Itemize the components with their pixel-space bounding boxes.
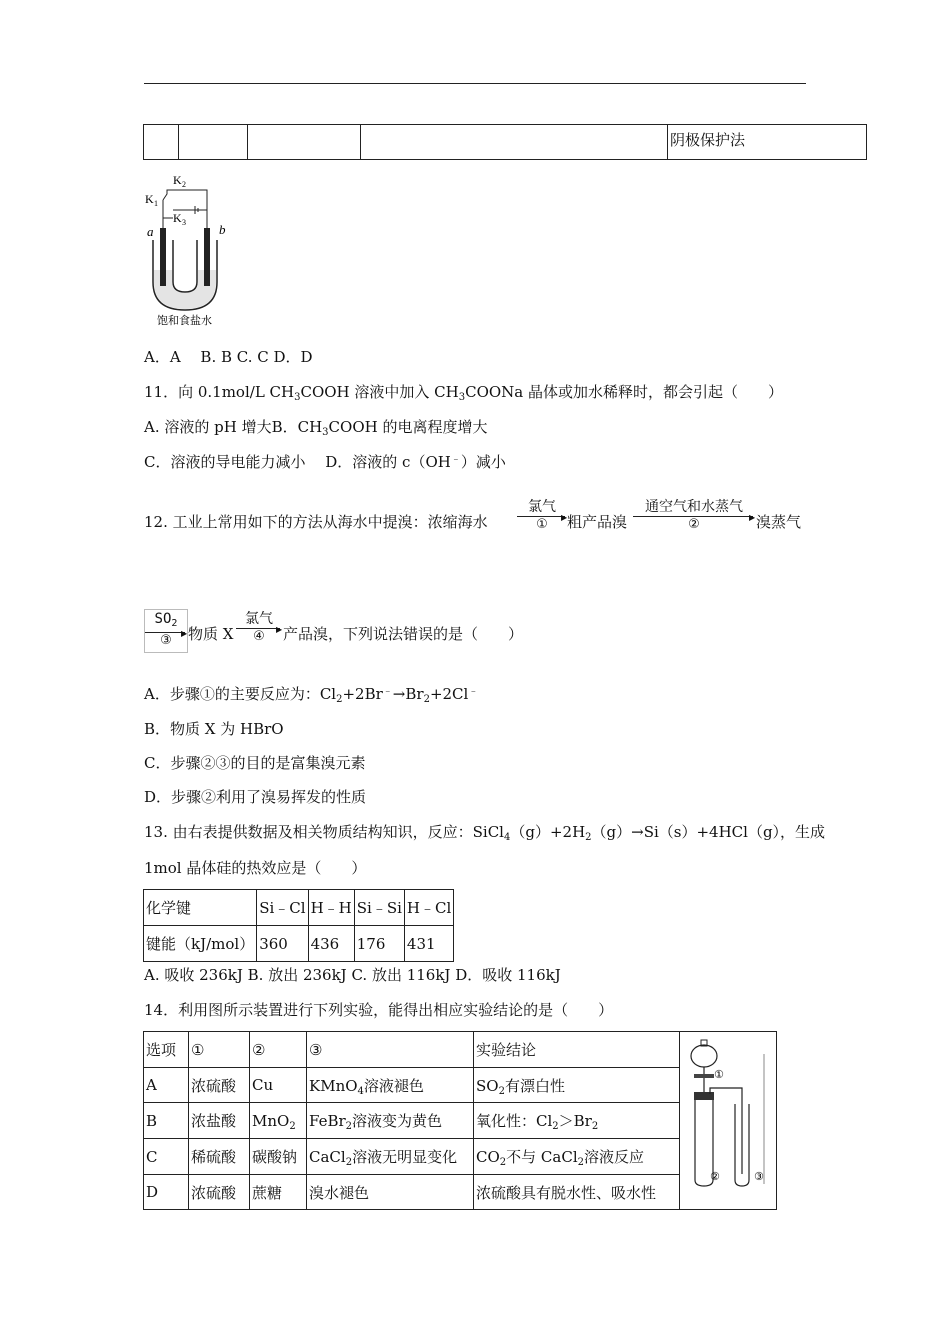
electrode-b-label: b <box>219 222 226 237</box>
gas-apparatus-diagram <box>680 1034 776 1204</box>
diagram-caption: 饱和食盐水 <box>157 314 212 327</box>
table-row: A 浓硫酸 Cu KMnO$_4$溶液褪色 $SO_2$有漂白性 <box>144 1068 777 1103</box>
table-cell: 176 <box>354 926 404 962</box>
label-2: ② <box>710 1169 720 1183</box>
arrow-step3: $SO_2$ ▶ ③ <box>144 609 188 653</box>
table-header: H﹣Cl <box>404 890 453 926</box>
k3-label: K <box>173 211 182 225</box>
q14-stem: 14．利用图所示装置进行下列实验，能得出相应实验结论的是（ ） <box>144 1001 614 1019</box>
q11-stem: 11．向 0.1mol/L $CH_3COOH$ 溶液中加入 $CH_3COONa$ 晶体或加水稀释时，都会引起（ ） <box>144 383 784 403</box>
table-header: H﹣H <box>308 890 354 926</box>
table-cell: 360 <box>257 926 308 962</box>
q11-options-ab: A. 溶液的 pH 增大B．$CH_3COOH$ 的电离程度增大 <box>144 418 488 438</box>
q13-options: A. 吸收 236kJ B. 放出 236kJ C. 放出 116kJ D．吸收 116kJ <box>144 966 561 984</box>
q12-option-b: B．物质 X 为 HBrO <box>144 720 284 738</box>
table-header: ③ <box>307 1032 474 1068</box>
q12-option-a: A．步骤①的主要反应为：$Cl_2+2Br^﹣\to Br_2+2Cl^﹣$ <box>144 685 479 705</box>
table-cell <box>361 125 668 160</box>
svg-text:3: 3 <box>182 218 186 227</box>
q11-options-cd: C．溶液的导电能力减小 D．溶液的 c（OH﹣）减小 <box>144 453 506 471</box>
table-row: C 稀硫酸 碳酸钠 CaCl$_2$溶液无明显变化 $CO_2$不与 CaCl$_2$溶液反应 <box>144 1139 777 1175</box>
bond-energy-table <box>143 889 454 962</box>
table-header: ② <box>250 1032 307 1068</box>
table-header: 选项 <box>144 1032 189 1068</box>
label-3: ③ <box>754 1169 764 1183</box>
bromine-vapor: 溴蒸气 <box>756 513 802 531</box>
q12-option-c: C．步骤②③的目的是富集溴元素 <box>144 754 366 772</box>
q12-option-d: D．步骤②利用了溴易挥发的性质 <box>144 788 367 806</box>
table-header: Si﹣Si <box>354 890 404 926</box>
table-cell: 431 <box>404 926 453 962</box>
apparatus-cell <box>680 1032 777 1210</box>
substance-x: 物质 X <box>188 625 234 643</box>
q12-stem-end: 产品溴，下列说法错误的是（ ） <box>283 625 524 643</box>
table-header: Si﹣Cl <box>257 890 308 926</box>
label-1: ① <box>714 1067 724 1081</box>
crude-bromine: 粗产品溴 <box>567 513 628 531</box>
svg-text:1: 1 <box>154 199 158 208</box>
svg-text:2: 2 <box>182 180 186 189</box>
experiment-table <box>143 1031 777 1210</box>
table-row: D 浓硫酸 蔗糖 溴水褪色 浓硫酸具有脱水性、吸水性 <box>144 1175 777 1210</box>
electrode-a-label: a <box>147 224 154 239</box>
arrow-step4: 氯气 ▶ ④ <box>236 608 282 648</box>
electrolysis-diagram <box>143 170 233 328</box>
table-header: 化学键 <box>144 890 257 926</box>
previous-question-table <box>143 124 867 160</box>
table-header: 实验结论 <box>474 1032 680 1068</box>
arrow-step1: 氯气 ▶ ① <box>517 496 567 536</box>
k2-label: K <box>173 173 182 187</box>
table-row-label: 键能（kJ/mol） <box>144 926 257 962</box>
table-row: B 浓盐酸 MnO$_2$ FeBr$_2$溶液变为黄色 氧化性：$Cl_2>Br_2$ <box>144 1103 777 1139</box>
table-cell <box>144 125 179 160</box>
cathode-protection-cell: 阴极保护法 <box>668 125 867 160</box>
table-header: ① <box>189 1032 250 1068</box>
table-cell <box>179 125 248 160</box>
q10-options: A．A B. B C. C D．D <box>144 348 313 366</box>
table-cell: 436 <box>308 926 354 962</box>
header-rule <box>144 83 806 84</box>
table-cell <box>248 125 361 160</box>
k1-label: K <box>145 192 154 206</box>
q13-stem-line2: 1mol 晶体硅的热效应是（ ） <box>144 859 367 877</box>
q13-stem: 13. 由右表提供数据及相关物质结构知识，反应：$SiCl_4(g)+2H_2(g)\to Si(s)+4HCl(g)$，生成 <box>144 823 826 843</box>
q12-stem-line1: 12. 工业上常用如下的方法从海水中提溴：浓缩海水 <box>144 513 488 531</box>
arrow-step2: 通空气和水蒸气 ▶ ② <box>633 496 755 536</box>
